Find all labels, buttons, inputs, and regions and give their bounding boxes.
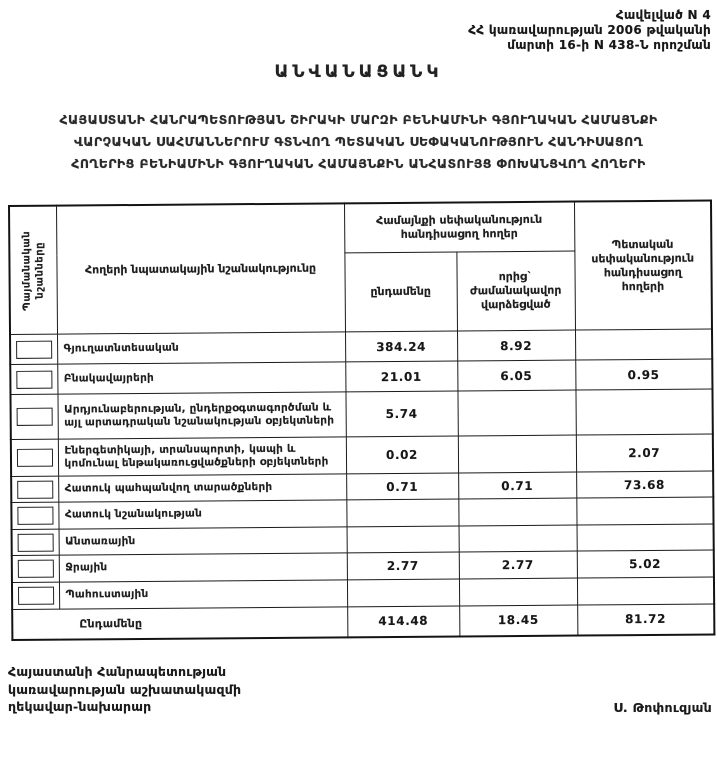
row-ofwhich-value — [458, 498, 576, 526]
row-ofwhich-value — [458, 435, 576, 473]
row-state-value: 73.68 — [576, 471, 713, 498]
symbol-box — [17, 449, 53, 467]
signatory-title-line-1: Հայաստանի Հանրապետության — [8, 664, 227, 679]
symbol-cell — [12, 555, 59, 582]
row-state-value — [575, 389, 712, 435]
row-ofwhich-value: 8.92 — [457, 330, 575, 361]
land-table-grid — [8, 199, 715, 640]
table-header-row-1 — [9, 200, 711, 255]
annex-line-2: ՀՀ կառավարության 2006 թվականի — [468, 23, 711, 37]
row-total-value: 2.77 — [347, 552, 459, 580]
symbol-box — [17, 533, 53, 551]
row-ofwhich-value — [457, 390, 575, 436]
symbol-cell — [11, 476, 58, 502]
symbol-box — [16, 408, 52, 426]
signature-name: Ս. Թոփուզյան — [613, 700, 712, 715]
row-ofwhich-value: 6.05 — [457, 360, 575, 391]
symbol-box — [17, 480, 53, 498]
total-ofwhich-value: 18.45 — [459, 605, 577, 636]
row-label: Հատուկ պահպանվող տարածքների — [58, 474, 346, 502]
symbol-box — [16, 340, 52, 358]
table-row-industrial — [10, 389, 712, 440]
subtitle-line-2: ՎԱՐՉԱԿԱՆ ՍԱՀՄԱՆՆԵՐՈՒՄ ԳՏՆՎՈՂ ՊԵՏԱԿԱՆ ՍԵՓԱԿԱՆՈՒԹՅՈՒՆ ՀԱՆԴԻՍԱՑՈՂ — [73, 134, 644, 149]
col-header-community-ofwhich: որից` ժամանակավոր վարձեցված — [456, 251, 575, 331]
row-label: Պահուստային — [59, 580, 347, 609]
row-state-value: 5.02 — [577, 550, 714, 578]
total-row-label: Ընդամենը — [12, 607, 347, 640]
col-header-symbols — [9, 206, 57, 335]
signatory-title — [8, 663, 241, 716]
row-total-value: 384.24 — [345, 331, 457, 362]
row-ofwhich-value: 2.77 — [459, 551, 577, 579]
annex-line-3: մարտի 16-ի N 438-Ն որոշման — [507, 38, 711, 52]
row-label: Արդյունաբերության, ընդերքօգտագործման և այլ արտադրական նշանակության օբյեկտների — [57, 392, 345, 439]
col-header-community-total: ընդամենը — [344, 252, 457, 332]
signatory-title-line-2: կառավարության աշխատակազմի — [8, 681, 242, 697]
row-label: Հատուկ նշանակության — [58, 500, 346, 529]
col-header-community-group: Համայնքի սեփականություն հանդիսացող հողեր — [344, 202, 574, 253]
row-state-value — [576, 497, 713, 525]
symbol-cell — [10, 394, 57, 439]
table-total-row — [12, 604, 714, 640]
subtitle-line-1: ՀԱՅԱՍՏԱՆԻ ՀԱՆՐԱՊԵՏՈՒԹՅԱՆ ՇԻՐԱԿԻ ՄԱՐԶԻ ԲԵՆԻԱՄԻՆԻ ԳՅՈՒՂԱԿԱՆ ՀԱՄԱՅՆՔԻ — [59, 112, 658, 127]
table-row-energy-transport — [11, 434, 713, 477]
signatory-title-line-3: ղեկավար-նախարար — [8, 699, 152, 714]
document-title: ԱՆՎԱՆԱՑԱՆԿ — [274, 62, 443, 82]
row-total-value: 5.74 — [345, 391, 457, 437]
row-label: Էներգետիկայի, տրանսպորտի, կապի և կոմունալ ենթակառուցվածքների օբյեկտների — [58, 437, 346, 476]
row-ofwhich-value: 0.71 — [458, 472, 576, 499]
annex-reference — [468, 8, 711, 53]
symbol-cell — [11, 502, 58, 529]
row-total-value — [346, 499, 458, 527]
annex-line-1: Հավելված N 4 — [615, 8, 711, 22]
row-state-value — [577, 524, 714, 551]
row-ofwhich-value — [459, 525, 577, 552]
col-header-state: Պետական սեփականություն հանդիսացող հողերի — [574, 200, 712, 330]
row-state-value: 0.95 — [575, 359, 712, 390]
col-header-purpose: Հողերի նպատակային նշանակությունը — [56, 203, 345, 334]
row-state-value — [575, 329, 712, 360]
subtitle-line-3: ՀՈՂԵՐԻՑ ԲԵՆԻԱՄԻՆԻ ԳՅՈՒՂԱԿԱՆ ՀԱՄԱՅՆՔԻՆ ԱՆՀԱՏՈՒՅՑ ՓՈԽԱՆՑՎՈՂ ՀՈՂԵՐԻ — [71, 156, 646, 171]
total-state-value: 81.72 — [577, 604, 714, 635]
symbol-cell — [12, 529, 59, 555]
row-total-value: 0.02 — [346, 436, 458, 474]
symbol-cell — [10, 364, 57, 394]
total-total-value: 414.48 — [347, 606, 459, 637]
symbol-cell — [11, 439, 58, 476]
row-label: Բնակավայրերի — [57, 362, 345, 394]
row-total-value: 21.01 — [345, 361, 457, 392]
symbol-box — [16, 370, 52, 388]
symbol-cell — [12, 582, 59, 609]
symbol-box — [18, 560, 54, 578]
row-total-value — [347, 526, 459, 553]
symbol-box — [17, 507, 53, 525]
row-state-value — [577, 577, 714, 605]
symbol-cell — [10, 334, 57, 364]
row-label: Գյուղատնտեսական — [57, 332, 345, 364]
row-label: Ջրային — [59, 553, 347, 582]
document-subtitle — [0, 109, 717, 175]
row-total-value — [347, 579, 459, 607]
row-total-value: 0.71 — [346, 473, 458, 500]
row-ofwhich-value — [459, 578, 577, 606]
land-table — [8, 199, 713, 640]
symbol-box — [18, 587, 54, 605]
row-label: Անտառային — [59, 527, 347, 555]
row-state-value: 2.07 — [576, 434, 713, 472]
col-header-symbols-label: Պայմանական նշանները — [20, 230, 46, 311]
